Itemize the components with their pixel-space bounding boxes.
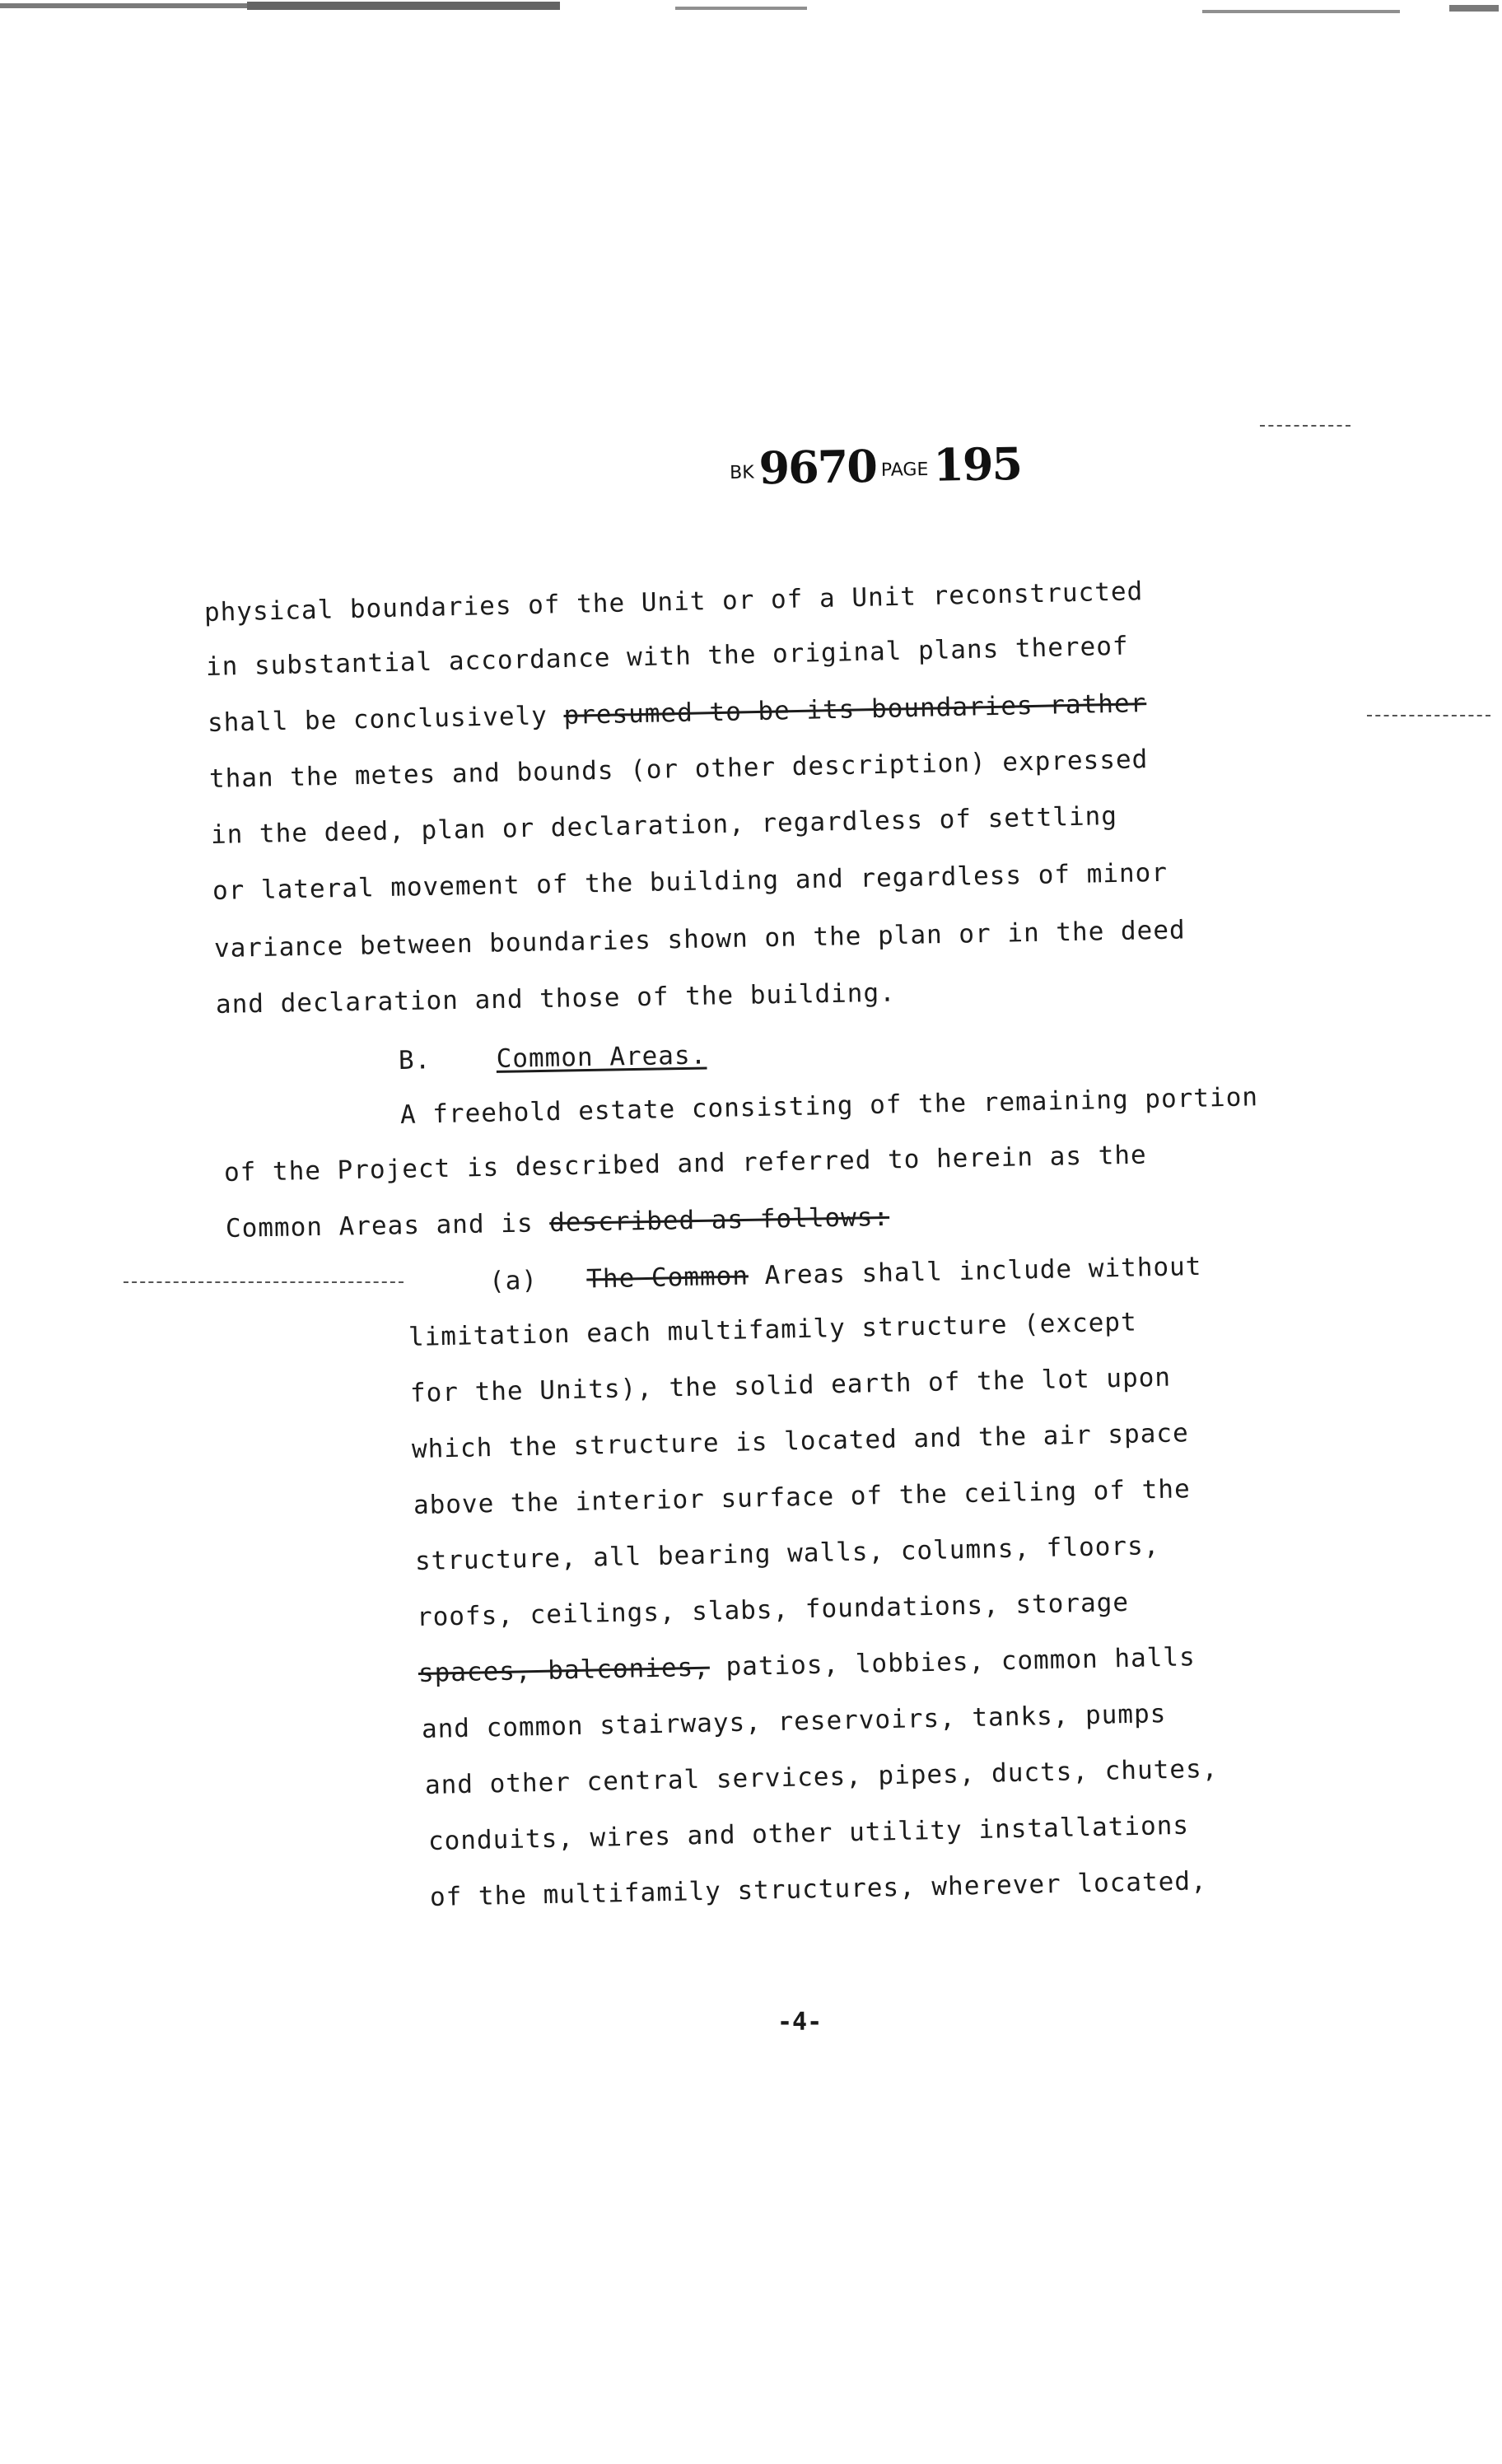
section-heading bbox=[399, 1040, 707, 1076]
struck-text: The Common bbox=[585, 1261, 749, 1295]
book-page-stamp bbox=[724, 437, 1021, 495]
body-text: Common Areas and is bbox=[225, 1208, 550, 1244]
body-text: patios, lobbies, common halls bbox=[709, 1642, 1196, 1682]
body-line bbox=[208, 688, 1147, 738]
page-number-stamp: 195 bbox=[932, 436, 1022, 492]
list-item-a-line: of the multifamily structures, wherever located, bbox=[429, 1866, 1208, 1912]
list-item-a-line: roofs, ceilings, slabs, foundations, storage bbox=[416, 1587, 1130, 1632]
list-item-a-line: limitation each multifamily structure (except bbox=[408, 1307, 1138, 1352]
body-line: or lateral movement of the building and regardless of minor bbox=[212, 857, 1168, 906]
struck-text: spaces, balconies, bbox=[417, 1652, 711, 1688]
margin-mark bbox=[1260, 425, 1350, 427]
body-line: in the deed, plan or declaration, regardless of settling bbox=[210, 800, 1118, 850]
body-line: than the metes and bounds (or other description) expressed bbox=[208, 744, 1149, 794]
list-item-a-line bbox=[418, 1642, 1196, 1688]
section-letter: B. bbox=[398, 1045, 431, 1076]
scan-noise-top bbox=[0, 0, 1502, 33]
list-item-a-line: for the Units), the solid earth of the lot upon bbox=[409, 1362, 1172, 1408]
list-item-a-line bbox=[489, 1252, 1202, 1296]
body-line bbox=[226, 1202, 890, 1244]
book-number: 9670 bbox=[758, 439, 877, 495]
section-title: Common Areas. bbox=[496, 1040, 707, 1074]
body-line: of the Project is described and referred to herein as the bbox=[223, 1140, 1147, 1188]
struck-text: presumed to be its boundaries rather bbox=[563, 688, 1147, 730]
body-text: shall be conclusively bbox=[207, 700, 564, 738]
body-line: A freehold estate consisting of the remaining portion bbox=[399, 1082, 1259, 1130]
body-text: Areas shall include without bbox=[748, 1251, 1202, 1291]
margin-mark bbox=[1367, 715, 1490, 716]
body-line: physical boundaries of the Unit or of a Unit reconstructed bbox=[203, 576, 1144, 628]
body-line: in substantial accordance with the original plans thereof bbox=[205, 631, 1129, 682]
struck-text: described as follows: bbox=[548, 1202, 890, 1239]
list-item-a-line: and other central services, pipes, ducts, chutes, bbox=[424, 1753, 1219, 1800]
list-item-a-line: conduits, wires and other utility installations bbox=[427, 1810, 1190, 1856]
book-label: BK bbox=[729, 462, 754, 483]
margin-mark bbox=[124, 1281, 403, 1283]
list-item-a-line: which the structure is located and the air space bbox=[411, 1418, 1190, 1464]
body-line: variance between boundaries shown on the plan or in the deed bbox=[213, 915, 1186, 964]
item-label: (a) bbox=[488, 1265, 539, 1296]
body-line: and declaration and those of the building. bbox=[215, 978, 897, 1020]
list-item-a-line: above the interior surface of the ceiling of the bbox=[413, 1474, 1192, 1520]
page-footer-number: -4- bbox=[777, 2008, 823, 2037]
list-item-a-line: structure, all bearing walls, columns, floors, bbox=[414, 1531, 1160, 1576]
page-label: PAGE bbox=[880, 459, 929, 481]
list-item-a-line: and common stairways, reservoirs, tanks, pumps bbox=[421, 1699, 1167, 1744]
